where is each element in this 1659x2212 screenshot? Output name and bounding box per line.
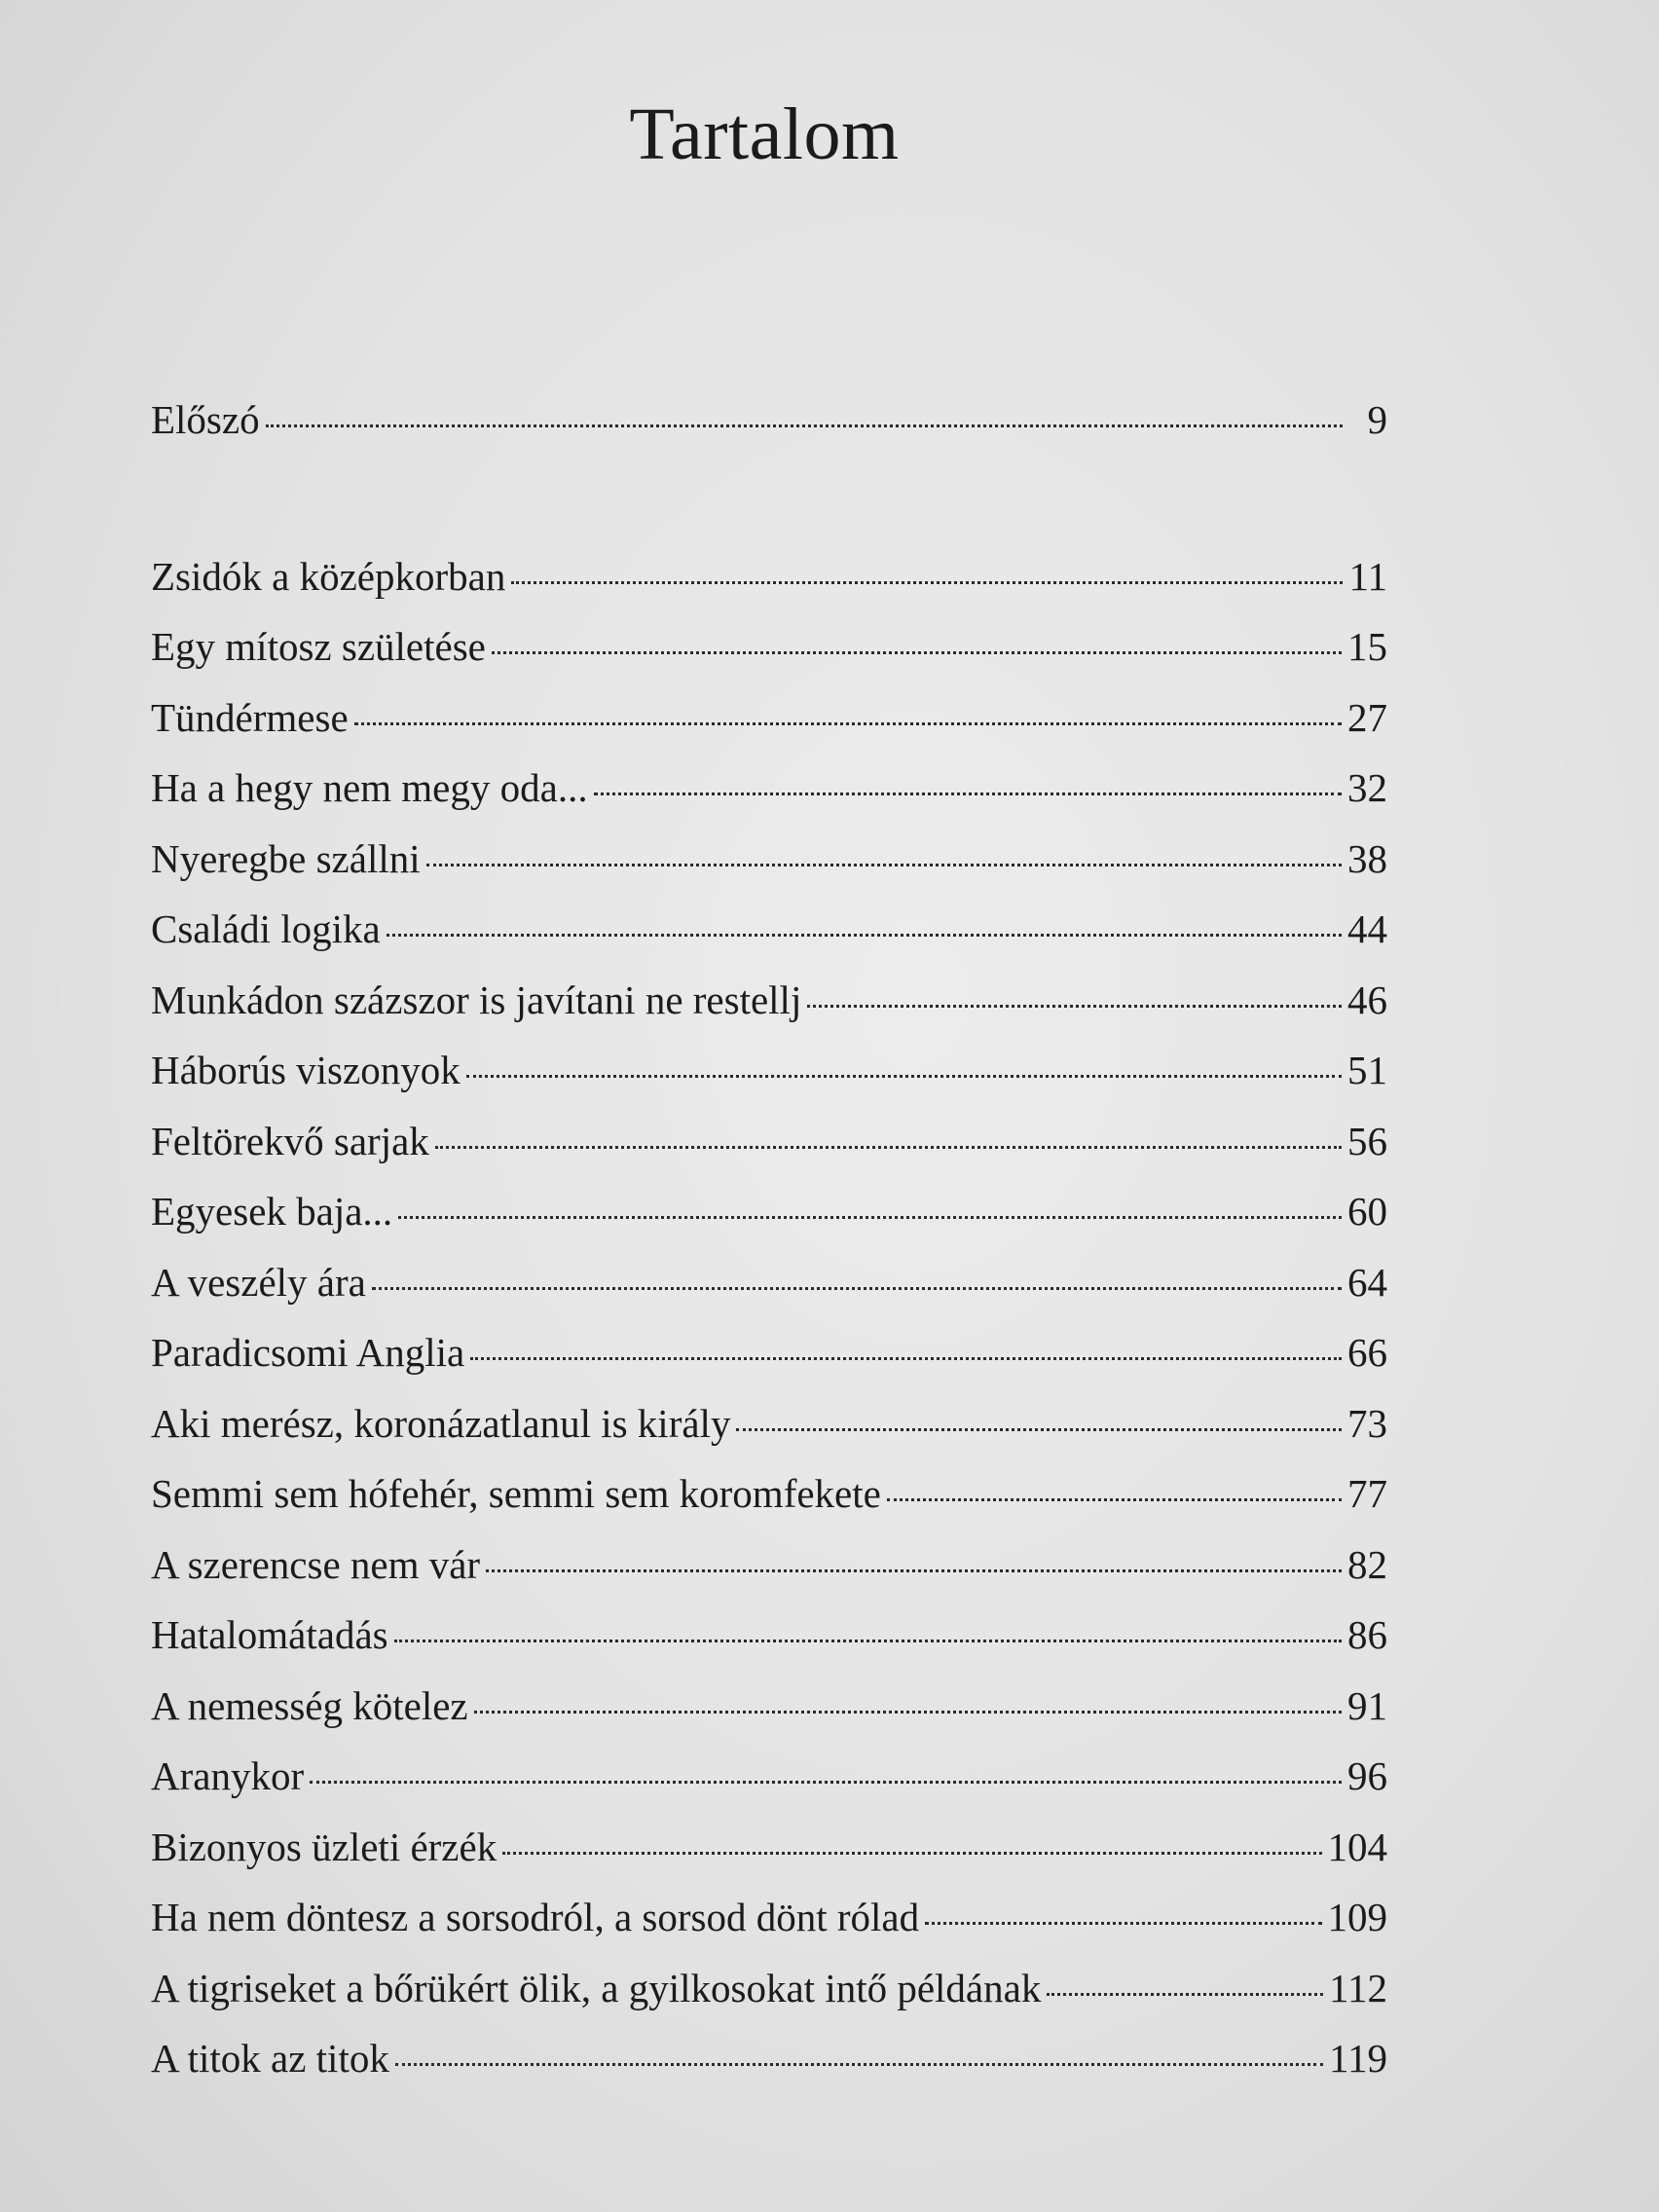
table-of-contents (151, 385, 1387, 2094)
toc-entry-page: 56 (1347, 1118, 1387, 1163)
dot-leader (354, 722, 1342, 725)
dot-leader (887, 1498, 1342, 1501)
toc-entry (151, 611, 1387, 682)
toc-entry (151, 1882, 1387, 1953)
toc-entry-page: 38 (1347, 835, 1387, 881)
page-title: Tartalom (629, 93, 900, 175)
toc-entry (151, 1671, 1387, 1742)
toc-entry-title: Aranykor (151, 1753, 305, 1798)
dot-leader (470, 1357, 1342, 1360)
toc-entry (151, 682, 1387, 754)
toc-entry-page: 66 (1347, 1330, 1387, 1375)
toc-entry-page: 64 (1347, 1259, 1387, 1305)
dot-leader (736, 1428, 1342, 1431)
toc-entry (151, 1035, 1387, 1106)
dot-leader (387, 934, 1342, 937)
dot-leader (435, 1146, 1342, 1149)
toc-entry-page: 119 (1329, 2036, 1387, 2081)
toc-entry-page: 11 (1348, 553, 1387, 599)
toc-entry (151, 1600, 1387, 1671)
toc-entry-title: A szerencse nem vár (151, 1541, 481, 1587)
toc-entry (151, 1812, 1387, 1883)
toc-entry-title: Ha nem döntesz a sorsodról, a sorsod dönt rólad (151, 1895, 920, 1939)
dot-leader (1047, 1993, 1323, 1996)
toc-entry-title: A nemesség kötelez (151, 1682, 468, 1728)
dot-leader (594, 793, 1342, 795)
toc-entry-page: 96 (1347, 1753, 1387, 1798)
toc-entry-page: 32 (1347, 765, 1387, 810)
toc-entry (151, 1741, 1387, 1812)
toc-entry-title: A veszély ára (151, 1259, 366, 1305)
dot-leader (807, 1005, 1342, 1008)
toc-entry-page: 60 (1347, 1189, 1387, 1234)
dot-leader (502, 1852, 1321, 1855)
toc-entry-page: 73 (1347, 1400, 1387, 1446)
dot-leader (398, 1216, 1342, 1219)
toc-entry-title: Egy mítosz születése (151, 624, 486, 669)
toc-entry-page: 46 (1347, 977, 1387, 1022)
dot-leader (426, 864, 1342, 866)
dot-leader (310, 1781, 1342, 1784)
dot-leader (394, 1640, 1342, 1642)
toc-entry-page: 86 (1347, 1612, 1387, 1657)
toc-entry-page: 77 (1347, 1471, 1387, 1516)
toc-entry-title: Háborús viszonyok (151, 1048, 461, 1092)
toc-entry (151, 1530, 1387, 1601)
dot-leader (266, 424, 1343, 427)
toc-entry-title: Munkádon százszor is javítani ne restellj (151, 977, 802, 1022)
toc-entry (151, 2023, 1387, 2094)
dot-leader (486, 1569, 1342, 1572)
toc-entry (151, 753, 1387, 824)
toc-entry (151, 1953, 1387, 2024)
dot-leader (511, 581, 1343, 584)
toc-entry (151, 541, 1387, 612)
toc-entry-page: 27 (1347, 694, 1387, 740)
toc-entry-title: Bizonyos üzleti érzék (151, 1824, 498, 1869)
toc-entry-title: Tündérmese (151, 694, 349, 740)
toc-entry-page: 109 (1327, 1895, 1387, 1939)
toc-entry (151, 965, 1387, 1036)
toc-entry-page: 82 (1347, 1541, 1387, 1587)
dot-leader (492, 651, 1342, 654)
toc-entry (151, 824, 1387, 895)
toc-entry-title: Egyesek baja... (151, 1189, 393, 1234)
toc-entry (151, 894, 1387, 965)
toc-entry (151, 1106, 1387, 1177)
toc-entry-preface (151, 385, 1387, 456)
toc-entry-page: 15 (1347, 624, 1387, 669)
toc-entry-title: Zsidók a középkorban (151, 553, 506, 599)
toc-entry-title: Semmi sem hófehér, semmi sem koromfekete (151, 1471, 881, 1516)
toc-entry-title: Nyeregbe szállni (151, 835, 421, 881)
toc-entry (151, 1247, 1387, 1318)
toc-entry-page: 44 (1347, 906, 1387, 951)
toc-entry (151, 1388, 1387, 1459)
toc-entry-page: 91 (1347, 1682, 1387, 1728)
toc-entry-page: 51 (1347, 1048, 1387, 1092)
toc-entry-title: A titok az titok (151, 2036, 389, 2081)
toc-entry-title: Feltörekvő sarjak (151, 1118, 429, 1163)
toc-entry-title: A tigriseket a bőrükért ölik, a gyilkosokat intő példának (151, 1965, 1042, 2010)
toc-entry-title: Családi logika (151, 906, 381, 951)
toc-entry-title: Paradicsomi Anglia (151, 1330, 465, 1375)
toc-entry-title: Ha a hegy nem megy oda... (151, 765, 588, 810)
dot-leader (925, 1922, 1321, 1925)
toc-entry (151, 1317, 1387, 1388)
toc-entry-page: 112 (1329, 1965, 1387, 2010)
toc-entry-title: Aki merész, koronázatlanul is király (151, 1400, 731, 1446)
toc-entry-page: 9 (1367, 397, 1387, 442)
toc-entry-page: 104 (1327, 1824, 1387, 1869)
toc-entry-title: Előszó (151, 397, 260, 442)
dot-leader (372, 1287, 1342, 1290)
dot-leader (466, 1075, 1342, 1078)
dot-leader (395, 2063, 1323, 2066)
toc-entry-title: Hatalomátadás (151, 1612, 388, 1657)
dot-leader (474, 1711, 1342, 1714)
toc-entry (151, 1176, 1387, 1247)
toc-entry (151, 1458, 1387, 1530)
